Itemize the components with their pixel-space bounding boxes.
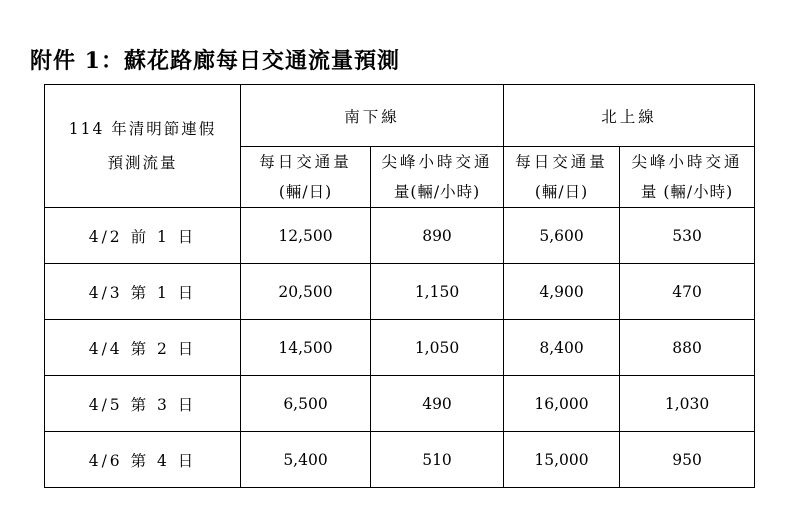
north-peak-cell: 950 [620,432,755,488]
period-cell: 4/2 前 1 日 [45,208,241,264]
corner-header-line: 預測流量 [107,154,178,172]
table-row [45,320,755,376]
south-daily-cell: 5,400 [241,432,371,488]
south-peak-cell: 1,150 [371,264,504,320]
period-cell: 4/6 第 4 日 [45,432,241,488]
south-daily-cell: 6,500 [241,376,371,432]
north-peak-cell: 880 [620,320,755,376]
south-peak-cell: 510 [371,432,504,488]
table-row [45,264,755,320]
south-daily-header [241,147,371,208]
header-unit: (輛/日) [534,183,589,201]
period-cell: 4/4 第 2 日 [45,320,241,376]
header-line: 每日交通量 [259,153,352,171]
north-peak-header [620,147,755,208]
south-peak-cell: 890 [371,208,504,264]
north-daily-cell: 4,900 [504,264,620,320]
corner-header-cell [45,85,241,208]
northbound-group-header: 北上線 [504,85,755,147]
south-peak-header [371,147,504,208]
south-daily-cell: 20,500 [241,264,371,320]
south-daily-cell: 12,500 [241,208,371,264]
header-unit: 量 (輛/小時) [640,183,734,201]
north-peak-cell: 530 [620,208,755,264]
period-cell: 4/3 第 1 日 [45,264,241,320]
corner-header-line: 114 年清明節連假 [68,120,217,138]
southbound-group-header: 南下線 [241,85,504,147]
header-line: 每日交通量 [515,153,608,171]
north-peak-cell: 470 [620,264,755,320]
north-daily-cell: 8,400 [504,320,620,376]
table-header-row [45,85,755,147]
period-cell: 4/5 第 3 日 [45,376,241,432]
header-line: 尖峰小時交通 [631,153,743,171]
table-row [45,208,755,264]
north-daily-cell: 5,600 [504,208,620,264]
north-peak-cell: 1,030 [620,376,755,432]
document-title: 附件 1：蘇花路廊每日交通流量預測 [30,48,400,74]
south-peak-cell: 1,050 [371,320,504,376]
table-row [45,376,755,432]
traffic-forecast-table [44,84,755,488]
header-unit: 量(輛/小時) [393,183,481,201]
north-daily-cell: 16,000 [504,376,620,432]
header-line: 尖峰小時交通 [381,153,493,171]
south-peak-cell: 490 [371,376,504,432]
table-row [45,432,755,488]
north-daily-cell: 15,000 [504,432,620,488]
south-daily-cell: 14,500 [241,320,371,376]
header-unit: (輛/日) [278,183,333,201]
north-daily-header [504,147,620,208]
